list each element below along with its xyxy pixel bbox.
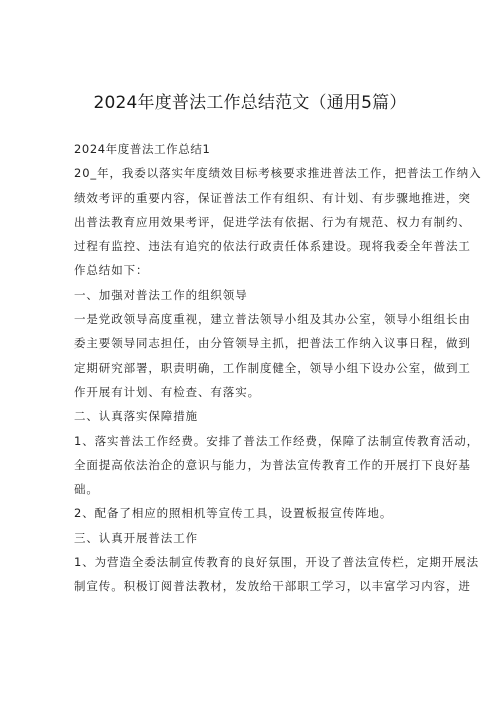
section-heading: 二、认真落实保障措施 bbox=[74, 409, 198, 424]
paragraph-line: 绩效考评的重要内容，保证普法工作有组织、有计划、有步骤地推进，突 bbox=[74, 190, 471, 205]
paragraph-line: 作开展有计划、有检查、有落实。 bbox=[74, 384, 260, 399]
section-subtitle: 2024年度普法工作总结1 bbox=[74, 142, 211, 156]
document-title: 2024年度普法工作总结范文（通用5篇） bbox=[93, 93, 407, 113]
paragraph-line: 2、配备了相应的照相机等宣传工具，设置板报宣传阵地。 bbox=[74, 506, 393, 521]
paragraph-line: 础。 bbox=[74, 482, 99, 497]
paragraph-line: 作总结如下： bbox=[74, 263, 149, 278]
paragraph-line: 制宣传。积极订阅普法教材，发放给干部职工学习，以丰富学习内容，进 bbox=[74, 579, 471, 594]
paragraph-line: 一是党政领导高度重视，建立普法领导小组及其办公室，领导小组组长由 bbox=[74, 312, 471, 327]
paragraph-line: 全面提高依法治企的意识与能力，为普法宣传教育工作的开展打下良好基 bbox=[74, 457, 471, 472]
paragraph-line: 过程有监控、违法有追究的依法行政责任体系建设。现将我委全年普法工 bbox=[74, 239, 471, 254]
section-heading: 三、认真开展普法工作 bbox=[74, 530, 198, 545]
paragraph-line: 委主要领导同志担任，由分管领导主抓，把普法工作纳入议事日程，做到 bbox=[74, 336, 471, 351]
section-heading: 一、加强对普法工作的组织领导 bbox=[74, 287, 248, 302]
paragraph-line: 20_年，我委以落实年度绩效目标考核要求推进普法工作，把普法工作纳入 bbox=[74, 166, 482, 181]
paragraph-line: 出普法教育应用效果考评，促进学法有依据、行为有规范、权力有制约、 bbox=[74, 214, 471, 229]
paragraph-line: 1、落实普法工作经费。安排了普法工作经费，保障了法制宣传教育活动， bbox=[74, 433, 480, 448]
paragraph-line: 1、为营造全委法制宣传教育的良好氛围，开设了普法宣传栏，定期开展法 bbox=[74, 555, 480, 570]
paragraph-line: 定期研究部署，职责明确，工作制度健全，领导小组下设办公室，做到工 bbox=[74, 360, 471, 375]
document-body bbox=[74, 137, 482, 599]
